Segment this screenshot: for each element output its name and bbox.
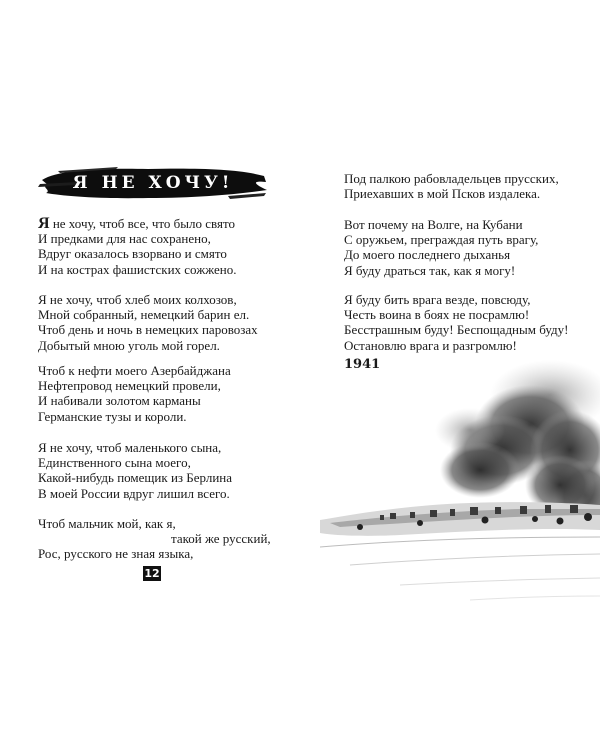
- poem-line: И набивали золотом карманы: [38, 393, 201, 409]
- stanza-2: [38, 292, 258, 353]
- poem-line: Честь воина в боях не посрамлю!: [344, 307, 530, 323]
- poem-title: Я НЕ ХОЧУ!: [72, 173, 234, 193]
- poem-line: Вдруг оказалось взорвано и смято: [38, 246, 227, 262]
- drop-cap: Я: [38, 215, 50, 232]
- stanza-4: [38, 440, 232, 501]
- poem-line: Германские тузы и короли.: [38, 408, 187, 424]
- poem-line: [38, 216, 237, 231]
- poem-line: Я не хочу, чтоб хлеб моих колхозов,: [38, 292, 237, 307]
- poem-line: До моего последнего дыханья: [344, 247, 511, 263]
- poem-line: Чтоб мальчик мой, как я,: [38, 516, 176, 531]
- stanza-2: [344, 217, 538, 278]
- poem-line: такой же русский,: [171, 531, 271, 547]
- stanza-5: [38, 516, 271, 562]
- burning-city-illustration: [320, 355, 600, 615]
- poem-line: Под палкою рабовладельцев прусских,: [344, 171, 559, 186]
- poem-line: Рос, русского не зная языка,: [38, 546, 194, 562]
- stanza-1: [344, 171, 559, 201]
- poem-line: С оружьем, преграждая путь врагу,: [344, 232, 539, 248]
- poem-year: 1941: [344, 357, 381, 372]
- poem-line: Приехавших в мой Псков издалека.: [344, 186, 541, 202]
- poem-line: Чтоб к нефти моего Азербайджана: [38, 363, 231, 378]
- poem-line: И на кострах фашистских сожжено.: [38, 261, 237, 277]
- poem-line: Остановлю врага и разгромлю!: [344, 337, 517, 353]
- poem-line: Мной собранный, немецкий барин ел.: [38, 307, 250, 323]
- poem-line: Единственного сына моего,: [38, 455, 191, 471]
- poem-line: В моей России вдруг лишил всего.: [38, 485, 230, 501]
- poem-line: Я буду драться так, как я могу!: [344, 262, 516, 278]
- poem-title-banner: [38, 160, 268, 206]
- page-number: 12: [144, 567, 160, 580]
- stanza-3: [344, 292, 568, 353]
- poem-line: Какой-нибудь помещик из Берлина: [38, 470, 233, 486]
- poem-line: Бесстрашным буду! Беспощадным буду!: [344, 322, 569, 338]
- poem-line: Я буду бить врага везде, повсюду,: [344, 292, 531, 307]
- right-page: [300, 0, 600, 750]
- poem-line-text: не хочу, чтоб все, что было свято: [49, 216, 235, 231]
- poem-line: Чтоб день и ночь в немецких паровозах: [38, 322, 258, 338]
- stanza-1: [38, 216, 237, 277]
- poem-line: Добытый мною уголь мой горел.: [38, 337, 220, 353]
- poem-line: И предками для нас сохранено,: [38, 231, 211, 247]
- poem-line: Я не хочу, чтоб маленького сына,: [38, 440, 222, 455]
- poem-line: Вот почему на Волге, на Кубани: [344, 217, 523, 232]
- stanza-3: [38, 363, 231, 424]
- poem-line: Нефтепровод немецкий провели,: [38, 378, 221, 394]
